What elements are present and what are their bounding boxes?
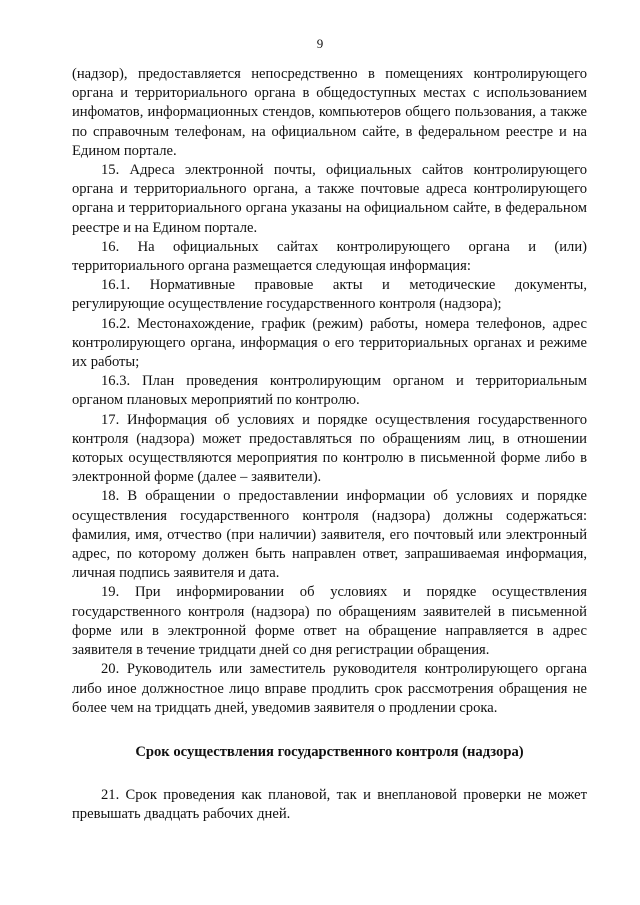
paragraph-continuation: (надзор), предоставляется непосредственно в помещениях контролирующего органа и территориального органа в общедоступных местах с использованием инфоматов, информационных стендов, компьютеров общего пользования, а также по справочным телефонам, на официальном сайте, в федеральном реестре и на Едином портале.: [72, 66, 587, 159]
paragraph-15: 15. Адреса электронной почты, официальных сайтов контролирующего органа и территориального органа, а также почтовые адреса контролирующего органа и территориального органа указаны на официальном сайте, в федеральном реестре и на Едином портале.: [72, 162, 587, 236]
paragraph-19: 19. При информировании об условиях и порядке осуществления государственного контроля (надзора) по обращениям заявителей в письменной форме или в электронной форме ответ на обращение направляется в адрес заявителя в течение тридцати дней со дня регистрации обращения.: [72, 584, 587, 659]
paragraph-21: 21. Срок проведения как плановой, так и внеплановой проверки не может превышать двадцать рабочих дней.: [72, 787, 587, 823]
document-body: [72, 65, 587, 825]
page-number: 9: [316, 36, 324, 51]
paragraph-20: 20. Руководитель или заместитель руководителя контролирующего органа либо иное должностное лицо вправе продлить срок рассмотрения обращения не более чем на тридцать дней, уведомив заявителя о продлении срока.: [72, 661, 587, 716]
paragraph-18: 18. В обращении о предоставлении информации об условиях и порядке осуществления государственного контроля (надзора) должны содержаться: фамилия, имя, отчество (при наличии) заявителя, его почтовый или электронный адрес, по которому должен быть направлен ответ, запрашиваемая информация, личная подпись заявителя и дата.: [72, 488, 587, 582]
paragraph-17: 17. Информация об условиях и порядке осуществления государственного контроля (надзора) может предоставляться по обращениям лиц, в отношении которых осуществляются мероприятия по контролю в письменной форме либо в электронной форме (далее – заявители).: [72, 411, 587, 486]
paragraph-16-1: 16.1. Нормативные правовые акты и методические документы, регулирующие осуществление государственного контроля (надзора);: [72, 277, 587, 313]
section-heading: Срок осуществления государственного контроля (надзора): [135, 743, 524, 760]
paragraph-16: 16. На официальных сайтах контролирующего органа и (или) территориального органа размещается следующая информация:: [72, 238, 587, 275]
paragraph-16-3: 16.3. План проведения контролирующим органом и территориальным органом плановых мероприятий по контролю.: [72, 373, 587, 409]
paragraph-16-2: 16.2. Местонахождение, график (режим) работы, номера телефонов, адрес контролирующего органа, информация о его территориальных органах и режиме их работы;: [72, 315, 587, 371]
